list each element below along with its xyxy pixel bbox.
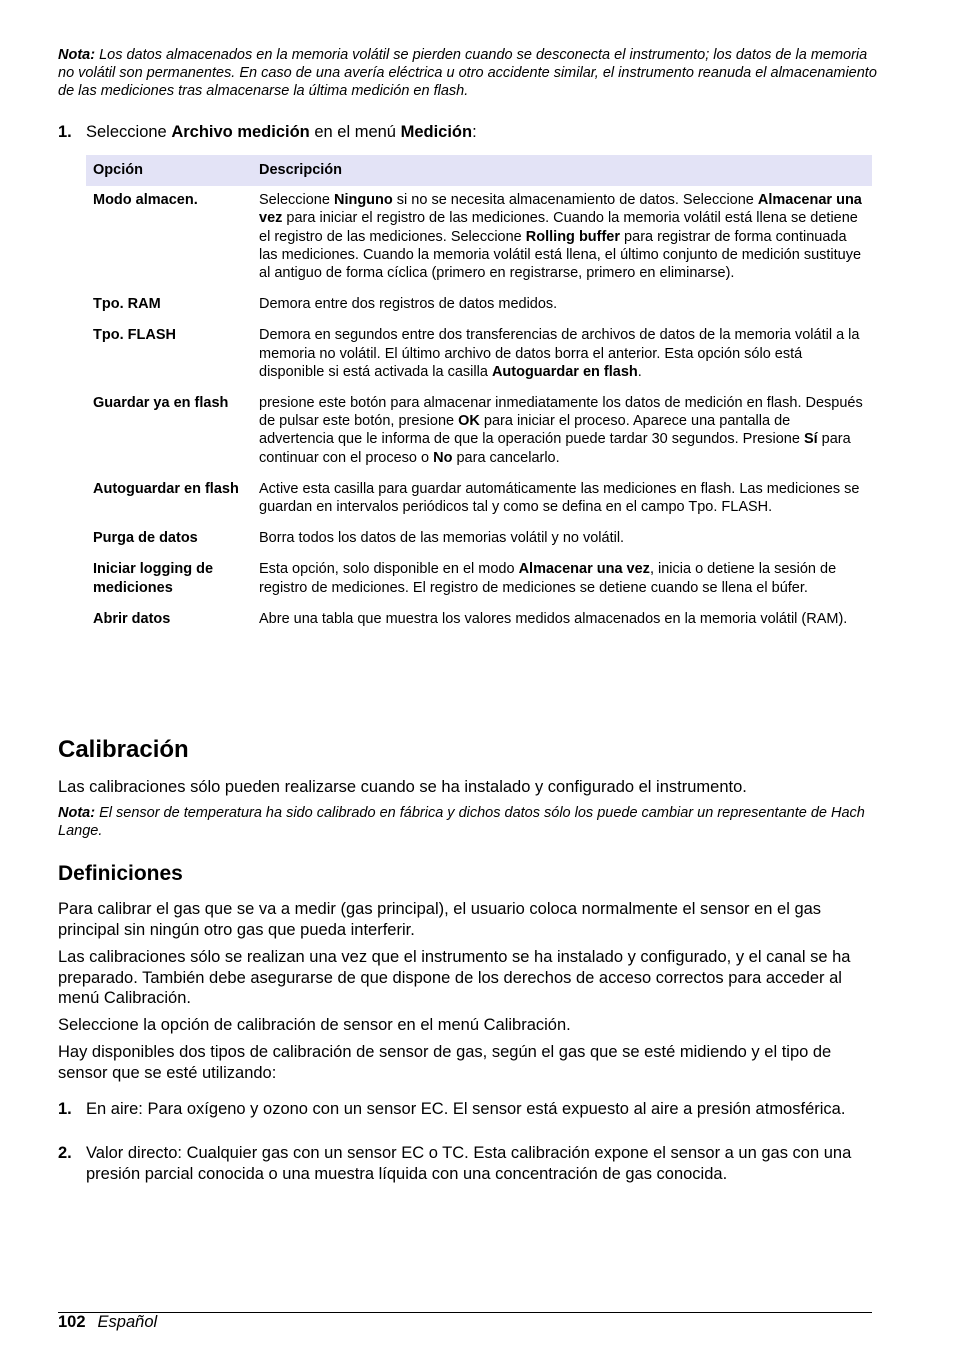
note-label: Nota: xyxy=(58,805,96,821)
step-1 xyxy=(58,122,878,143)
table-row xyxy=(86,389,872,475)
option-name: Guardar ya en flash xyxy=(93,395,229,412)
option-name: Modo almacen. xyxy=(93,192,198,209)
options-table xyxy=(86,155,872,636)
option-description: Borra todos los datos de las memorias volátil y no volátil. xyxy=(259,530,625,547)
option-description: Esta opción, solo disponible en el modo Almacenar una vez, inicia o detiene la sesión de registro de mediciones. El registro de mediciones se detiene cuando se llena el búfer. xyxy=(259,561,837,596)
calibracion-note xyxy=(58,804,878,840)
section-title-definiciones: Definiciones xyxy=(58,862,183,885)
section-title-calibracion: Calibración xyxy=(58,736,189,763)
page-number: 102 xyxy=(58,1313,86,1331)
option-description: presione este botón para almacenar inmediatamente los datos de medición en flash. Después de pulsar este botón, presione OK para iniciar el proceso. Aparece una pantalla de advertencia que le informa de que la operación puede tardar 30 segundos. Presione Sí para continuar con el proceso o No para cancelarlo. xyxy=(259,395,863,466)
page-footer xyxy=(58,1312,157,1332)
note-text: El sensor de temperatura ha sido calibrado en fábrica y dichos datos sólo los puede cambiar un representante de Hach Lange. xyxy=(58,805,865,840)
header-descripcion: Descripción xyxy=(252,155,872,186)
table-row xyxy=(86,475,872,524)
option-description: Demora entre dos registros de datos medidos. xyxy=(259,296,558,313)
option-name: Tpo. RAM xyxy=(93,296,161,313)
option-name: Iniciar logging de mediciones xyxy=(93,561,214,596)
table-row xyxy=(86,524,872,555)
table-row xyxy=(86,186,872,290)
note-label: Nota: xyxy=(58,47,96,63)
footer-rule xyxy=(58,1312,872,1313)
list-item-number: 2. xyxy=(58,1144,72,1162)
calibracion-intro: Las calibraciones sólo pueden realizarse cuando se ha instalado y configurado el instrumento. xyxy=(58,778,747,796)
list-item xyxy=(58,1099,878,1120)
option-description: Abre una tabla que muestra los valores medidos almacenados en la memoria volátil (RAM). xyxy=(259,610,848,627)
option-name: Autoguardar en flash xyxy=(93,480,239,497)
list-item-text: Valor directo: Cualquier gas con un sensor EC o TC. Esta calibración expone el sensor a un gas con una presión parcial conocida o una muestra líquida con una concentración de gas conocida. xyxy=(86,1144,852,1183)
definiciones-paragraph-1: Para calibrar el gas que se va a medir (gas principal), el usuario coloca normalmente el sensor en el gas principal sin ningún otro gas que pueda interferir. xyxy=(58,900,822,939)
option-description: Seleccione Ninguno si no se necesita almacenamiento de datos. Seleccione Almacenar una vez para iniciar el registro de las mediciones. Cuando la memoria volátil está llena se detiene el registro de las mediciones. Seleccione Rolling buffer para registrar de forma continuada las mediciones. Cuando la memoria volátil está llena, el último conjunto de medición sustituye al antiguo de forma cíclica (primero en registrarse, primero en eliminarse). xyxy=(259,192,862,282)
step-text-part: en el menú xyxy=(309,123,401,141)
list-item-text: En aire: Para oxígeno y ozono con un sensor EC. El sensor está expuesto al aire a presión atmosférica. xyxy=(86,1100,846,1118)
definiciones-paragraph-3: Seleccione la opción de calibración de sensor en el menú Calibración. xyxy=(58,1016,571,1034)
step-text-part: : xyxy=(472,123,477,141)
option-description: Active esta casilla para guardar automáticamente las mediciones en flash. Las mediciones se guardan en intervalos periódicos tal y como se defina en el campo Tpo. FLASH. xyxy=(259,480,860,516)
table-row xyxy=(86,290,872,321)
option-name: Abrir datos xyxy=(93,610,171,627)
note-text: Los datos almacenados en la memoria volátil se pierden cuando se desconecta el instrumento; los datos de la memoria no volátil son permanentes. En caso de una avería eléctrica u otro accidente similar, el instrumento reanuda el almacenamiento de las mediciones tras almacenarse la última medición en flash. xyxy=(58,47,877,100)
list-item-number: 1. xyxy=(58,1100,72,1118)
menu-medicion: Medición xyxy=(400,123,473,141)
definiciones-paragraph-2: Las calibraciones sólo se realizan una vez que el instrumento se ha instalado y configurado, y el canal se ha preparado. También debe asegurarse de que dispone de los derechos de acceso correctos para acceder al menú Calibración. xyxy=(58,948,851,1007)
step-text-part: Seleccione xyxy=(86,123,172,141)
step-number: 1. xyxy=(58,123,72,141)
option-name: Purga de datos xyxy=(93,530,198,547)
table-header-row xyxy=(86,155,872,186)
definiciones-paragraph-4: Hay disponibles dos tipos de calibración de sensor de gas, según el gas que se esté midiendo y el tipo de sensor que se esté utilizando: xyxy=(58,1043,832,1082)
menu-item-archivo-medicion: Archivo medición xyxy=(171,123,310,141)
option-name: Tpo. FLASH xyxy=(93,327,176,344)
header-opcion: Opción xyxy=(86,155,252,186)
top-note xyxy=(58,46,878,101)
step-text xyxy=(86,122,878,143)
option-description: Demora en segundos entre dos transferencias de archivos de datos de la memoria volátil a la memoria no volátil. El último archivo de datos borra el anterior. Esta opción sólo está disponible si está activada la casilla Autoguardar en flash. xyxy=(259,327,860,380)
table-row xyxy=(86,605,872,636)
footer-language: Español xyxy=(97,1313,158,1331)
table-row xyxy=(86,555,872,604)
table-row xyxy=(86,321,872,389)
list-item xyxy=(58,1143,878,1184)
